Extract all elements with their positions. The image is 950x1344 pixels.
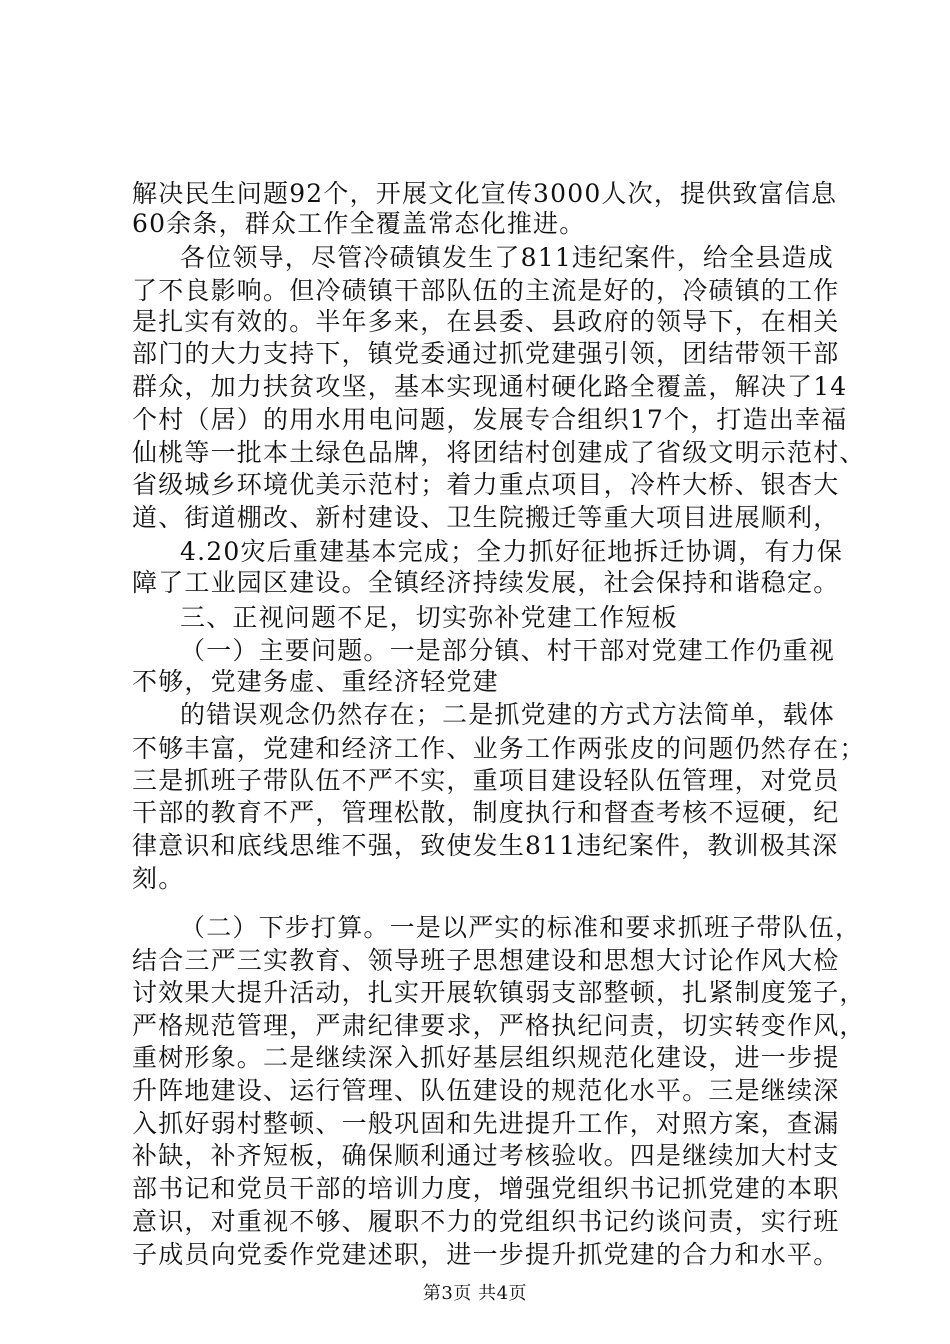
text-line: 严格规范管理，严肃纪律要求，严格执纪问责，切实转变作风，	[132, 1011, 866, 1040]
text-line: 重树形象。二是继续深入抓好基层组织规范化建设，进一步提	[132, 1043, 840, 1072]
text-line: 刻。	[132, 864, 185, 893]
text-line: 省级城乡环境优美示范村；着力重点项目，冷杵大桥、银杏大	[132, 470, 840, 499]
text-line: 不够丰富，党建和经济工作、业务工作两张皮的问题仍然存在；	[132, 734, 866, 763]
text-line: 各位领导，尽管冷碛镇发生了811违纪案件，给全县造成	[180, 243, 834, 272]
text-line: 意识，对重视不够、履职不力的党组织书记约谈问责，实行班	[132, 1207, 840, 1236]
text-line: 道、街道棚改、新村建设、卫生院搬迁等重大项目进展顺利，	[132, 503, 840, 532]
text-line: 部门的大力支持下，镇党委通过抓党建强引领，团结带领干部	[132, 339, 840, 368]
text-line: 补缺，补齐短板，确保顺利通过考核验收。四是继续加大村支	[132, 1141, 840, 1170]
text-line: 解决民生问题92个，开展文化宣传3000人次，提供致富信息	[132, 179, 838, 208]
text-line: 三是抓班子带队伍不严不实，重项目建设轻队伍管理，对党员	[132, 766, 840, 795]
page-number-footer: 第3页 共4页	[422, 1283, 528, 1304]
text-line: 了不良影响。但冷碛镇干部队伍的主流是好的，冷碛镇的工作	[132, 276, 840, 305]
text-line: 个村（居）的用水用电问题，发展专合组织17个，打造出幸福	[132, 405, 848, 434]
text-line: 子成员向党委作党建述职，进一步提升抓党建的合力和水平。	[132, 1240, 840, 1269]
text-line: 仙桃等一批本土绿色品牌，将团结村创建成了省级文明示范村、	[132, 438, 866, 467]
text-line: 干部的教育不严，管理松散，制度执行和督查考核不逗硬，纪	[132, 798, 840, 827]
text-line: 4.20灾后重建基本完成；全力抓好征地拆迁协调，有力保	[180, 537, 844, 566]
text-line: 60余条，群众工作全覆盖常态化推进。	[132, 209, 586, 238]
text-line: （二）下步打算。一是以严实的标准和要求抓班子带队伍，	[180, 913, 862, 942]
text-line: 群众，加力扶贫攻坚，基本实现通村硬化路全覆盖，解决了14	[132, 372, 848, 401]
text-line: （一）主要问题。一是部分镇、村干部对党建工作仍重视	[180, 636, 836, 665]
text-line: 是扎实有效的。半年多来，在县委、县政府的领导下，在相关	[132, 307, 840, 336]
text-line: 结合三严三实教育、领导班子思想建设和思想大讨论作风大检	[132, 946, 840, 975]
text-line: 部书记和党员干部的培训力度，增强党组织书记抓党建的本职	[132, 1174, 840, 1203]
text-line: 讨效果大提升活动，扎实开展软镇弱支部整顿，扎紧制度笼子，	[132, 978, 866, 1007]
text-line: 的错误观念仍然存在；二是抓党建的方式方法简单，载体	[180, 700, 836, 729]
section-heading: 三、正视问题不足，切实弥补党建工作短板	[180, 603, 678, 632]
text-line: 不够，党建务虚、重经济轻党建	[132, 667, 499, 696]
text-line: 障了工业园区建设。全镇经济持续发展，社会保持和谐稳定。	[132, 568, 840, 597]
text-line: 升阵地建设、运行管理、队伍建设的规范化水平。三是继续深	[132, 1076, 840, 1105]
text-line: 律意识和底线思维不强，致使发生811违纪案件，教训极其深	[132, 831, 839, 860]
text-line: 入抓好弱村整顿、一般巩固和先进提升工作，对照方案，查漏	[132, 1109, 840, 1138]
